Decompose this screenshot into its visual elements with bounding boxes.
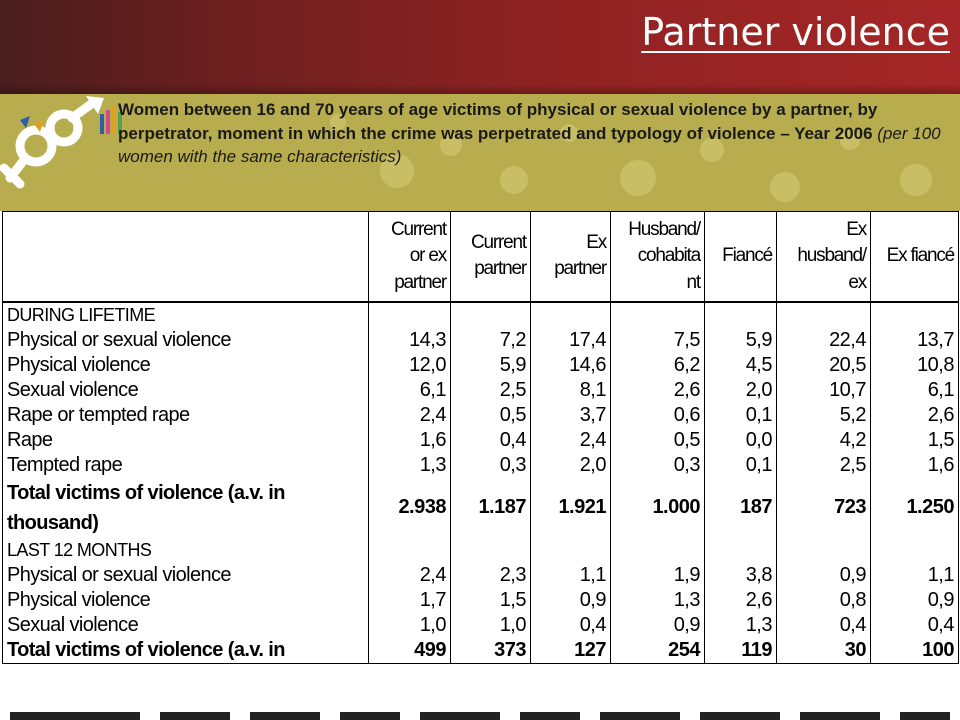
row-label: Rape or tempted rape [3, 403, 369, 428]
value-cell: 5,9 [451, 353, 531, 378]
value-cell: 723 [777, 478, 871, 538]
value-cell: 0,1 [705, 453, 777, 478]
gender-symbols-logo [0, 94, 128, 212]
value-cell: 2,4 [531, 428, 611, 453]
value-cell: 1,0 [369, 613, 451, 638]
value-cell: 1,3 [705, 613, 777, 638]
table-row [3, 588, 959, 613]
value-cell: 0,4 [451, 428, 531, 453]
value-cell: 254 [611, 638, 705, 664]
empty-cell [871, 538, 959, 563]
column-header-line: cohabita [637, 245, 700, 266]
value-cell: 499 [369, 638, 451, 664]
table-row [3, 453, 959, 478]
column-header-line: Fiancé [722, 245, 772, 266]
value-cell: 2,3 [451, 563, 531, 588]
column-header-line: ex [848, 271, 866, 293]
section-label: DURING LIFETIME [3, 302, 369, 328]
empty-cell [871, 302, 959, 328]
column-header-line: or ex [409, 245, 446, 266]
table-header-row [3, 212, 959, 302]
column-header [531, 212, 611, 302]
value-cell: 10,7 [777, 378, 871, 403]
total-row-lifetime [3, 478, 959, 538]
empty-cell [777, 302, 871, 328]
bottom-strip [0, 706, 960, 720]
table-row [3, 378, 959, 403]
value-cell: 0,4 [777, 613, 871, 638]
row-label: Physical violence [3, 588, 369, 613]
value-cell: 0,6 [611, 403, 705, 428]
slide-header [0, 0, 960, 94]
column-header-line: Ex [586, 231, 606, 253]
value-cell: 0,8 [777, 588, 871, 613]
section-row-last12 [3, 538, 959, 563]
column-header [611, 212, 705, 302]
value-cell: 4,5 [705, 353, 777, 378]
column-header-line: partner [474, 258, 526, 280]
value-cell: 373 [451, 638, 531, 664]
value-cell: 1,6 [369, 428, 451, 453]
table-area [0, 211, 960, 720]
total-row-last12 [3, 638, 959, 664]
column-header [451, 212, 531, 302]
value-cell: 187 [705, 478, 777, 538]
value-cell: 30 [777, 638, 871, 664]
section-label: LAST 12 MONTHS [3, 538, 369, 563]
value-cell: 0,4 [531, 613, 611, 638]
value-cell: 10,8 [871, 353, 959, 378]
value-cell: 6,1 [871, 378, 959, 403]
value-cell: 2,6 [611, 378, 705, 403]
column-header [777, 212, 871, 302]
value-cell: 2,4 [369, 563, 451, 588]
value-cell: 6,1 [369, 378, 451, 403]
row-label: Rape [3, 428, 369, 453]
value-cell: 100 [871, 638, 959, 664]
value-cell: 5,9 [705, 328, 777, 353]
value-cell: 4,2 [777, 428, 871, 453]
value-cell: 5,2 [777, 403, 871, 428]
value-cell: 1,3 [369, 453, 451, 478]
value-cell: 0,3 [451, 453, 531, 478]
value-cell: 2,6 [871, 403, 959, 428]
column-header-line: Ex fiancé [886, 245, 954, 266]
value-cell: 2,6 [705, 588, 777, 613]
value-cell: 0,9 [531, 588, 611, 613]
value-cell: 20,5 [777, 353, 871, 378]
column-header-line: Ex [846, 218, 866, 240]
value-cell: 2,0 [531, 453, 611, 478]
value-cell: 8,1 [531, 378, 611, 403]
table-row [3, 353, 959, 378]
column-header-line: husband/ [797, 245, 866, 266]
table-row [3, 613, 959, 638]
empty-cell [531, 302, 611, 328]
value-cell: 0,9 [777, 563, 871, 588]
value-cell: 127 [531, 638, 611, 664]
column-header-line: Husband/ [628, 218, 700, 240]
empty-cell [451, 538, 531, 563]
row-label: Physical or sexual violence [3, 563, 369, 588]
value-cell: 2.938 [369, 478, 451, 538]
value-cell: 1,0 [451, 613, 531, 638]
row-label: Total victims of violence (a.v. in thousand) [3, 478, 369, 538]
table-caption [118, 98, 948, 169]
value-cell: 14,6 [531, 353, 611, 378]
value-cell: 0,5 [611, 428, 705, 453]
value-cell: 7,2 [451, 328, 531, 353]
table-row [3, 428, 959, 453]
value-cell: 1.000 [611, 478, 705, 538]
column-header [369, 212, 451, 302]
slide-title: Partner violence [641, 10, 950, 54]
empty-cell [369, 538, 451, 563]
caption-note: (per 100 women with the same characteristics) [118, 123, 941, 166]
empty-cell [369, 302, 451, 328]
value-cell: 1,7 [369, 588, 451, 613]
value-cell: 3,8 [705, 563, 777, 588]
table-row [3, 328, 959, 353]
value-cell: 0,4 [871, 613, 959, 638]
value-cell: 7,5 [611, 328, 705, 353]
value-cell: 0,9 [611, 613, 705, 638]
value-cell: 1,5 [871, 428, 959, 453]
value-cell: 0,3 [611, 453, 705, 478]
value-cell: 2,5 [451, 378, 531, 403]
empty-cell [705, 538, 777, 563]
value-cell: 6,2 [611, 353, 705, 378]
value-cell: 0,1 [705, 403, 777, 428]
row-label: Physical violence [3, 353, 369, 378]
value-cell: 2,5 [777, 453, 871, 478]
column-header-line: Current [391, 218, 446, 240]
table-row [3, 403, 959, 428]
row-label: Sexual violence [3, 378, 369, 403]
header-blank [3, 212, 369, 302]
table-row [3, 563, 959, 588]
value-cell: 14,3 [369, 328, 451, 353]
column-header-line: Current [471, 231, 526, 253]
value-cell: 2,4 [369, 403, 451, 428]
value-cell: 2,0 [705, 378, 777, 403]
value-cell: 17,4 [531, 328, 611, 353]
value-cell: 1.187 [451, 478, 531, 538]
column-header [705, 212, 777, 302]
column-header-line: nt [686, 271, 700, 293]
value-cell: 1,1 [531, 563, 611, 588]
row-label: Sexual violence [3, 613, 369, 638]
value-cell: 1,3 [611, 588, 705, 613]
value-cell: 119 [705, 638, 777, 664]
value-cell: 22,4 [777, 328, 871, 353]
value-cell: 1,1 [871, 563, 959, 588]
caption-bold: Women between 16 and 70 years of age victims of physical or sexual violence by a partner, by perpetrator, moment in which the crime was perpetrated and typology of violence – Year 2006 [118, 100, 878, 143]
column-header-line: partner [394, 271, 446, 293]
value-cell: 1.921 [531, 478, 611, 538]
column-header [871, 212, 959, 302]
value-cell: 13,7 [871, 328, 959, 353]
row-label: Physical or sexual violence [3, 328, 369, 353]
value-cell: 0,0 [705, 428, 777, 453]
value-cell: 1,9 [611, 563, 705, 588]
empty-cell [611, 538, 705, 563]
empty-cell [611, 302, 705, 328]
row-label: Total victims of violence (a.v. in [3, 638, 369, 664]
value-cell: 3,7 [531, 403, 611, 428]
row-label: Tempted rape [3, 453, 369, 478]
empty-cell [451, 302, 531, 328]
partner-violence-table [2, 211, 959, 664]
value-cell: 0,9 [871, 588, 959, 613]
empty-cell [777, 538, 871, 563]
value-cell: 1.250 [871, 478, 959, 538]
column-header-line: partner [554, 258, 606, 280]
value-cell: 12,0 [369, 353, 451, 378]
value-cell: 0,5 [451, 403, 531, 428]
value-cell: 1,5 [451, 588, 531, 613]
empty-cell [705, 302, 777, 328]
section-row-lifetime [3, 302, 959, 328]
empty-cell [531, 538, 611, 563]
value-cell: 1,6 [871, 453, 959, 478]
